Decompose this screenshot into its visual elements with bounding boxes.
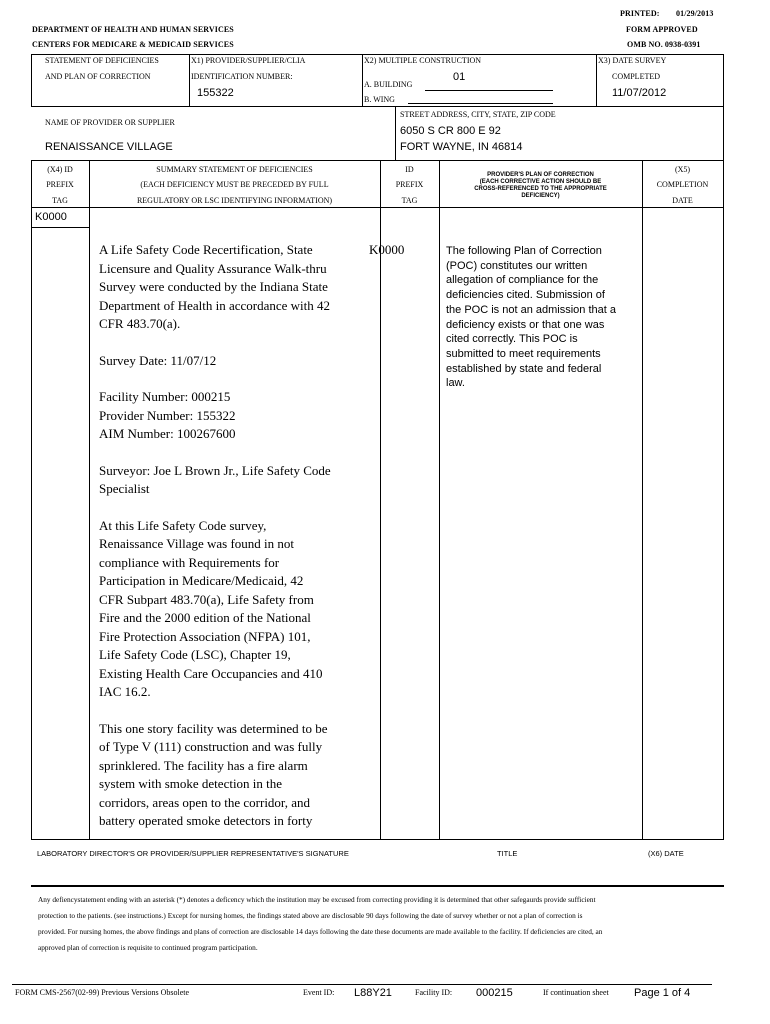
identification-number-label: IDENTIFICATION NUMBER: <box>191 72 293 81</box>
disclaimer-text: Any defiencystatement ending with an asterisk (*) denotes a deficency which the institution may be excused from correcting providing it is determined that other safegaurds provide sufficient protection to the patients. (see instructions.) Except for nursing homes, the findings stated above are disclosable 90 days following the date of survey whether or not a plan of correction is provided. For nursing homes, the above findings and plans of correction are disclosable 14 days following the date these documents are made available to the facility. If deficiencies are cited, an approved plan of correction is requisite to continued program participation. <box>38 895 603 952</box>
event-id-label: Event ID: <box>303 988 335 997</box>
form-approved-label: FORM APPROVED <box>626 25 698 34</box>
poc-header-3: CROSS-REFERENCED TO THE APPROPRIATE <box>474 186 607 192</box>
building-value: 01 <box>453 71 466 83</box>
summary-header-2: (EACH DEFICIENCY MUST BE PRECEDED BY FULL <box>140 180 329 189</box>
x4-id-label: (X4) ID <box>47 165 73 174</box>
department-heading: DEPARTMENT OF HEALTH AND HUMAN SERVICES <box>32 25 234 34</box>
poc-header-4: DEFICIENCY) <box>521 193 560 199</box>
provider-name-value: RENAISSANCE VILLAGE <box>45 141 173 153</box>
summary-paragraph: AIM Number: 100267600 <box>99 426 236 441</box>
poc-header-2: (EACH CORRECTIVE ACTION SHOULD BE <box>479 179 602 185</box>
provider-clia-label: X1) PROVIDER/SUPPLIER/CLIA <box>191 56 306 65</box>
summary-line: Provider Number: 155322 <box>99 407 236 423</box>
facility-id-value: 000215 <box>476 987 513 999</box>
x6-date-label: (X6) DATE <box>648 849 684 858</box>
summary-paragraph: This one story facility was determined to be of Type V (111) construction and was fully sprinklered. The facility has a fire alarm system with smoke detection in the corridors, areas open to the corridor, and battery operated smoke detectors in forty <box>99 720 328 828</box>
date-survey-value: 11/07/2012 <box>612 87 667 99</box>
summary-paragraph: Survey Date: 11/07/12 <box>99 352 217 368</box>
printed-date: 01/29/2013 <box>676 9 714 18</box>
form-id: FORM CMS-2567(02-99) Previous Versions Obsolete <box>15 988 190 997</box>
continuation-label: If continuation sheet <box>543 988 609 997</box>
wing-label: B. WING <box>364 95 395 104</box>
summary-paragraph: Surveyor: Joe L Brown Jr., Life Safety Code Specialist <box>99 462 331 496</box>
event-id-value: L88Y21 <box>354 987 392 999</box>
id-tag-label: TAG <box>401 196 418 205</box>
page-number: Page 1 of 4 <box>634 987 691 999</box>
printed-label: PRINTED: <box>620 9 660 18</box>
plan-of-correction-text: The following Plan of Correction (POC) constitutes our written allegation of compliance for the deficiencies cited. Submission of the POC is not an admission that a deficiency exists or that one was cited correctly. This POC is submitted to meet requirements established by state and federal law. <box>446 245 616 390</box>
x4-tag-label: TAG <box>52 196 68 205</box>
summary-statement <box>99 241 331 831</box>
date-survey-label: X3) DATE SURVEY <box>598 56 667 65</box>
summary-header-3: REGULATORY OR LSC IDENTIFYING INFORMATION) <box>136 196 333 205</box>
plan-of-correction-label: AND PLAN OF CORRECTION <box>45 72 151 81</box>
tag-prefix-left: K0000 <box>35 211 67 223</box>
address-line1: 6050 S CR 800 E 92 <box>400 125 501 137</box>
completion-label: COMPLETION <box>656 180 709 189</box>
summary-line: Facility Number: 000215 <box>99 389 231 404</box>
facility-id-label: Facility ID: <box>415 988 453 997</box>
centers-heading: CENTERS FOR MEDICARE & MEDICAID SERVICES <box>32 40 234 49</box>
summary-header-1: SUMMARY STATEMENT OF DEFICIENCIES <box>156 165 313 174</box>
provider-name-label: NAME OF PROVIDER OR SUPPLIER <box>45 118 175 127</box>
x4-prefix-label: PREFIX <box>46 180 74 189</box>
summary-paragraph: At this Life Safety Code survey, Renaissance Village was found in not compliance with Requirements for Participation in Medicare/Medicaid, 42 CFR Subpart 483.70(a), Life Safety from Fire and the 2000 edition of the National Fire Protection Association (NFPA) 101, Life Safety Code (LSC), Chapter 19, Existing Health Care Occupancies and 410 IAC 16.2. <box>99 517 323 699</box>
address-label: STREET ADDRESS, CITY, STATE, ZIP CODE <box>400 110 556 119</box>
statement-label: STATEMENT OF DEFICIENCIES <box>45 56 159 65</box>
address-line2: FORT WAYNE, IN 46814 <box>400 141 523 153</box>
id-prefix-label: PREFIX <box>395 180 424 189</box>
summary-paragraph: A Life Safety Code Recertification, State Licensure and Quality Assurance Walk-thru Survey were conducted by the Indiana State Department of Health in accordance with 42 CFR 483.70(a). <box>99 242 331 331</box>
id-label: ID <box>405 165 414 174</box>
date-survey-completed-label: COMPLETED <box>612 72 660 81</box>
omb-number: OMB NO. 0938-0391 <box>627 40 701 49</box>
tag-prefix-mid: K0000 <box>369 242 405 257</box>
signature-label: LABORATORY DIRECTOR'S OR PROVIDER/SUPPLIER REPRESENTATIVE'S SIGNATURE <box>37 849 349 858</box>
multiple-construction-label: X2) MULTIPLE CONSTRUCTION <box>364 56 482 65</box>
date-label: DATE <box>672 196 693 205</box>
x5-label: (X5) <box>674 165 691 174</box>
title-label: TITLE <box>497 849 518 858</box>
provider-id-value: 155322 <box>197 87 234 99</box>
poc-header-1: PROVIDER'S PLAN OF CORRECTION <box>487 172 594 178</box>
building-label: A. BUILDING <box>364 80 413 89</box>
